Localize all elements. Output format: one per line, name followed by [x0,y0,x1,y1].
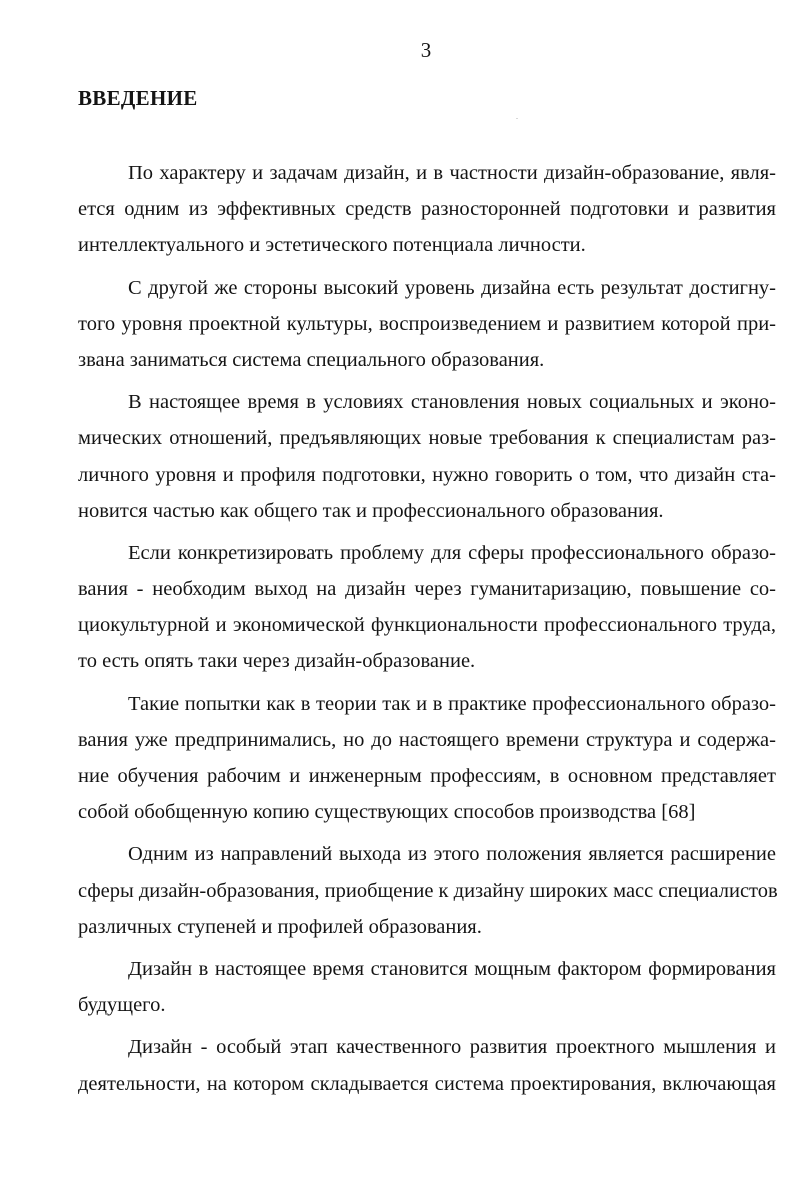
text-line: личного уровня и профиля подготовки, нужно говорить о том, что дизайн ста- [78,463,776,486]
text-line: интеллектуального и эстетического потенциала личности. [78,234,586,257]
text-line: С другой же стороны высокий уровень дизайна есть результат достигну- [128,276,776,299]
text-line: Дизайн - особый этап качественного развития проектного мышления и [128,1036,776,1059]
text-line: Если конкретизировать проблему для сферы профессионального образо- [128,541,776,564]
text-line: Одним из направлений выхода из этого положения является расширение [128,843,776,866]
text-line: Такие попытки как в теории так и в практике профессионального образо- [128,692,776,715]
paragraph [78,384,776,529]
text-line: циокультурной и экономической функциональности профессионального труда, [78,614,776,637]
paragraph [78,270,776,379]
paragraph [78,535,776,680]
paragraph [78,155,776,264]
document-body [78,155,776,1108]
text-line: деятельности, на котором складывается система проектирования, включающая [78,1072,776,1095]
text-line: Дизайн в настоящее время становится мощным фактором формирования [128,957,776,980]
text-line: В настоящее время в условиях становления новых социальных и эконо- [128,391,776,414]
paragraph [78,686,776,831]
text-line: ние обучения рабочим и инженерным профессиям, в основном представляет [78,765,776,787]
text-line: вания уже предпринимались, но до настоящего времени структура и содержа- [78,728,776,751]
text-line: то есть опять таки через дизайн-образование. [78,650,476,673]
text-line: вания - необходим выход на дизайн через гуманитаризацию, повышение со- [78,578,776,601]
text-line: собой обобщенную копию существующих способов производства [68] [78,801,696,824]
text-line: сферы дизайн-образования, приобщение к дизайну широких масс специалистов [78,879,778,902]
text-line: новится частью как общего так и профессионального образования. [78,499,664,522]
text-line: По характеру и задачам дизайн, и в частности дизайн-образование, явля- [128,162,776,184]
scan-speck [516,118,518,119]
text-line: того уровня проектной культуры, воспроизведением и развитием которой при- [78,312,776,335]
text-line: звана заниматься система специального образования. [78,348,545,371]
paragraph [78,836,776,945]
text-line: мических отношений, предъявляющих новые требования к специалистам раз- [78,427,776,450]
text-line: будущего. [78,994,166,1017]
text-line: ется одним из эффективных средств разносторонней подготовки и развития [78,198,776,221]
page-number: 3 [420,38,432,62]
section-heading: ВВЕДЕНИЕ [78,86,198,110]
paragraph [78,951,776,1023]
paragraph [78,1029,776,1101]
text-line: различных ступеней и профилей образования. [78,915,482,938]
